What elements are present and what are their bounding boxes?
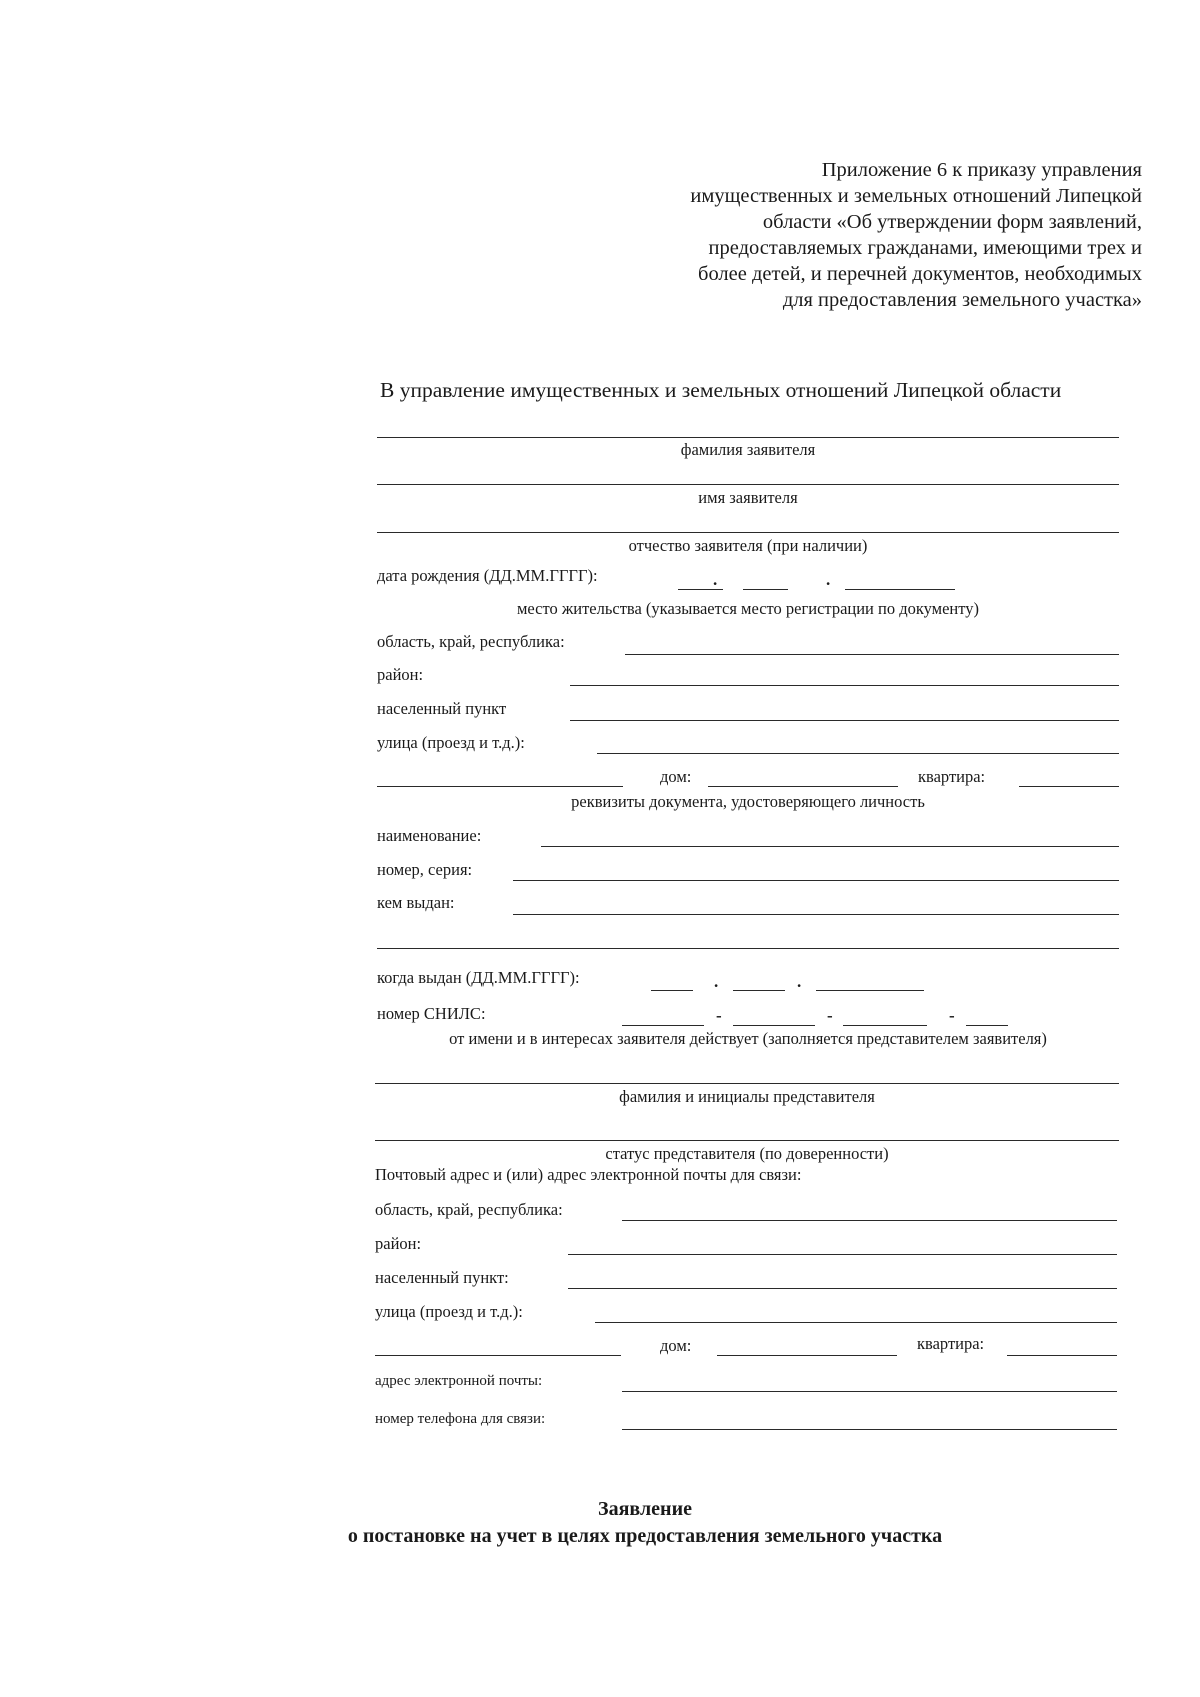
appendix-line: имущественных и земельных отношений Липецкой [690,185,1142,207]
issued-year-field[interactable] [816,990,924,991]
postal-locality-field[interactable] [568,1288,1117,1289]
representative-caption: от имени и в интересах заявителя действует (заполняется представителем заявителя) [449,1029,1047,1048]
addressee: В управление имущественных и земельных отношений Липецкой области [380,378,1062,402]
snils-part-2-field[interactable] [733,1025,815,1026]
issued-day-field[interactable] [651,990,693,991]
snils-dash: - [827,1006,833,1025]
identity-doc-number-label: номер, серия: [377,860,473,879]
residence-apartment-label: квартира: [918,767,986,786]
postal-region-field[interactable] [622,1220,1117,1221]
appendix-line: предоставляемых гражданами, имеющими трех и [708,237,1142,259]
surname-caption: фамилия заявителя [680,440,816,459]
postal-email-label: адрес электронной почты: [375,1373,543,1389]
postal-email-field[interactable] [622,1391,1117,1392]
appendix-line: области «Об утверждении форм заявлений, [762,211,1142,233]
postal-district-label: район: [375,1234,422,1253]
residence-region-label: область, край, республика: [377,632,565,651]
residence-region-field[interactable] [625,654,1119,655]
appendix-reference [522,157,1142,313]
appendix-line: Приложение 6 к приказу управления [821,159,1142,181]
representative-name-field[interactable] [375,1083,1119,1084]
snils-part-4-field[interactable] [966,1025,1008,1026]
postal-phone-field[interactable] [622,1429,1117,1430]
residence-street-continuation-field[interactable] [377,786,623,787]
appendix-line: для предоставления земельного участка» [782,289,1142,311]
statement-subtitle: о постановке на учет в целях предоставления земельного участка [347,1525,943,1547]
postal-street-continuation-field[interactable] [375,1355,621,1356]
name-caption: имя заявителя [698,488,798,507]
identity-doc-issued-by-label: кем выдан: [377,893,455,912]
postal-district-field[interactable] [568,1254,1117,1255]
identity-doc-issued-date-label: когда выдан (ДД.ММ.ГГГГ): [377,968,580,987]
identity-doc-name-label: наименование: [377,826,482,845]
identity-doc-caption: реквизиты документа, удостоверяющего личность [571,792,925,811]
residence-street-field[interactable] [597,753,1119,754]
residence-house-field[interactable] [708,786,898,787]
identity-doc-issued-by-continuation-field[interactable] [377,948,1119,949]
residence-house-label: дом: [660,767,692,786]
residence-locality-field[interactable] [570,720,1119,721]
postal-house-label: дом: [660,1336,692,1355]
identity-doc-issued-by-field[interactable] [513,914,1119,915]
postal-street-label: улица (проезд и т.д.): [375,1302,523,1321]
date-dot: . [797,972,802,991]
residence-locality-label: населенный пункт [377,699,507,718]
snils-part-1-field[interactable] [622,1025,704,1026]
patronymic-caption: отчество заявителя (при наличии) [628,536,868,555]
appendix-line: более детей, и перечней документов, необходимых [698,263,1142,285]
representative-name-caption: фамилия и инициалы представителя [619,1087,875,1106]
representative-status-caption: статус представителя (по доверенности) [605,1144,889,1163]
snils-part-3-field[interactable] [843,1025,927,1026]
birth-date-label: дата рождения (ДД.ММ.ГГГГ): [377,566,598,585]
identity-doc-number-field[interactable] [513,880,1119,881]
postal-region-label: область, край, республика: [375,1200,563,1219]
birth-year-field[interactable] [845,589,955,590]
statement-title: Заявление [598,1498,692,1520]
snils-dash: - [949,1006,955,1025]
postal-locality-label: населенный пункт: [375,1268,509,1287]
birth-month-field[interactable] [743,589,788,590]
snils-dash: - [716,1006,722,1025]
postal-apartment-label: квартира: [917,1334,985,1353]
residence-district-label: район: [377,665,424,684]
postal-caption: Почтовый адрес и (или) адрес электронной почты для связи: [375,1165,802,1184]
snils-label: номер СНИЛС: [377,1004,486,1023]
name-field[interactable] [377,484,1119,485]
identity-doc-name-field[interactable] [541,846,1119,847]
representative-status-field[interactable] [375,1140,1119,1141]
residence-district-field[interactable] [570,685,1119,686]
patronymic-field[interactable] [377,532,1119,533]
postal-house-field[interactable] [717,1355,897,1356]
date-dot: . [714,972,719,991]
date-dot: . [826,570,831,589]
postal-street-field[interactable] [595,1322,1117,1323]
postal-phone-label: номер телефона для связи: [375,1411,546,1427]
residence-caption: место жительства (указывается место регистрации по документу) [516,599,980,618]
issued-month-field[interactable] [733,990,785,991]
residence-apartment-field[interactable] [1019,786,1119,787]
postal-apartment-field[interactable] [1007,1355,1117,1356]
surname-field[interactable] [377,437,1119,438]
date-dot: . [713,570,718,589]
residence-street-label: улица (проезд и т.д.): [377,733,525,752]
